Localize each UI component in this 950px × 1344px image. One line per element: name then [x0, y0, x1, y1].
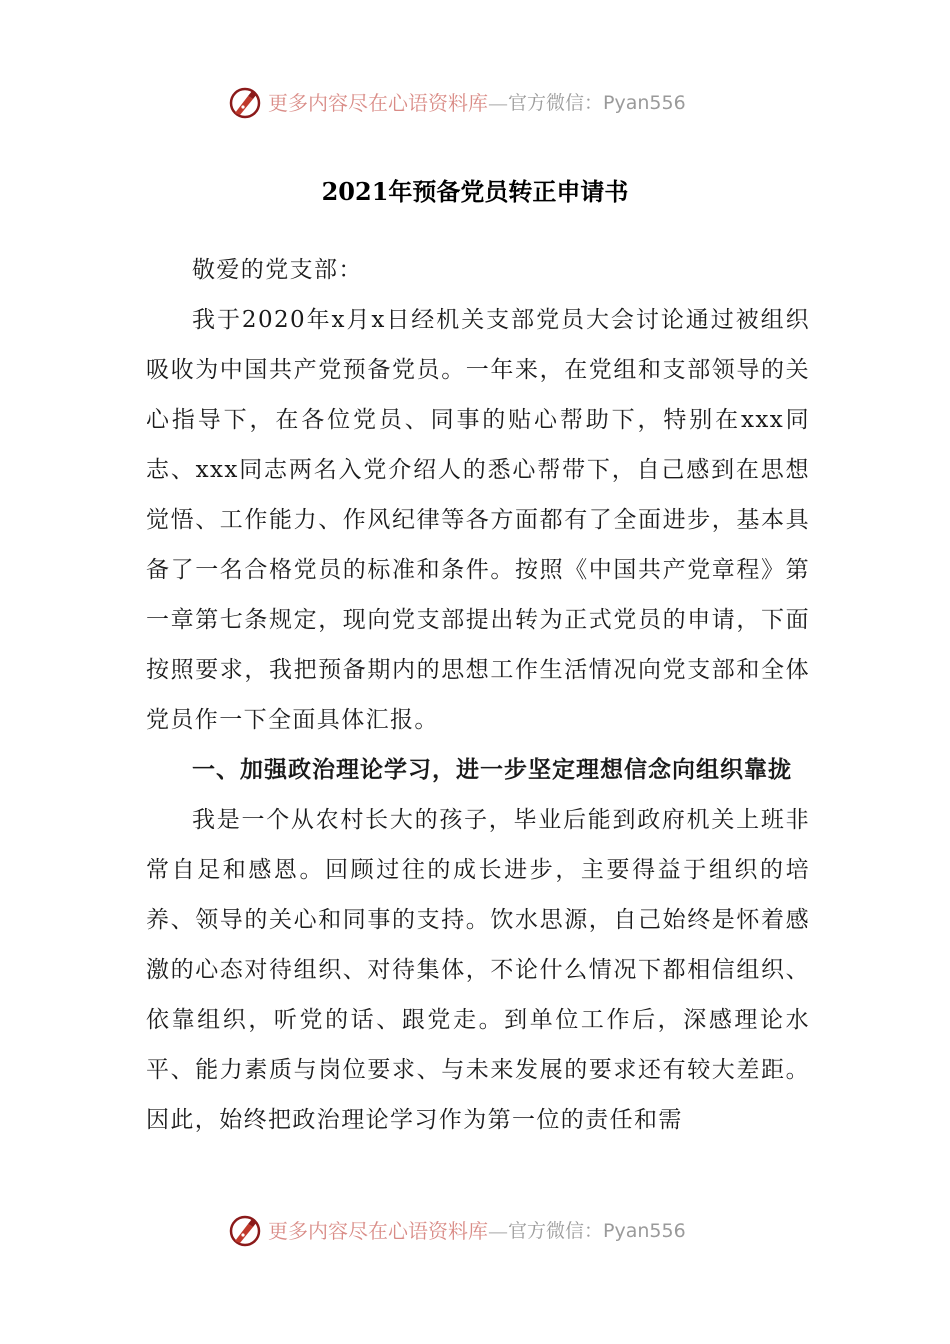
- watermark-dash: —: [488, 1219, 508, 1243]
- watermark-main-text: 更多内容尽在心语资料库: [268, 1219, 488, 1243]
- salutation: 敬爱的党支部：: [192, 257, 363, 283]
- section-heading: 一、加强政治理论学习，进一步坚定理想信念向组织靠拢: [192, 757, 792, 783]
- document-title: 2021年预备党员转正申请书: [321, 177, 629, 206]
- document-body: [146, 245, 810, 1145]
- watermark-dash: —: [488, 91, 508, 115]
- pen-nib-logo-icon: [228, 86, 262, 120]
- pen-nib-logo-icon: [228, 1214, 262, 1248]
- intro-paragraph: 我于2020年x月x日经机关支部党员大会讨论通过被组织吸收为中国共产党预备党员。一年来，在党组和支部领导的关心指导下，在各位党员、同事的贴心帮助下，特别在xxx同志、xxx同志两名入党介绍人的悉心帮带下，自己感到在思想觉悟、工作能力、作风纪律等各方面都有了全面进步，基本具备了一名合格党员的标准和条件。按照《中国共产党章程》第一章第七条规定，现向党支部提出转为正式党员的申请，下面按照要求，我把预备期内的思想工作生活情况向党支部和全体党员作一下全面具体汇报。: [146, 307, 810, 733]
- watermark-wechat-text: 官方微信：Pyan556: [508, 92, 686, 114]
- footer-watermark: [228, 1213, 686, 1249]
- section-paragraph: 我是一个从农村长大的孩子，毕业后能到政府机关上班非常自足和感恩。回顾过往的成长进步，主要得益于组织的培养、领导的关心和同事的支持。饮水思源，自己始终是怀着感激的心态对待组织、对待集体，不论什么情况下都相信组织、依靠组织，听党的话、跟党走。到单位工作后，深感理论水平、能力素质与岗位要求、与未来发展的要求还有较大差距。因此，始终把政治理论学习作为第一位的责任和需: [146, 807, 810, 1133]
- header-watermark: [228, 85, 686, 121]
- watermark-main-text: 更多内容尽在心语资料库: [268, 91, 488, 115]
- watermark-wechat-text: 官方微信：Pyan556: [508, 1220, 686, 1242]
